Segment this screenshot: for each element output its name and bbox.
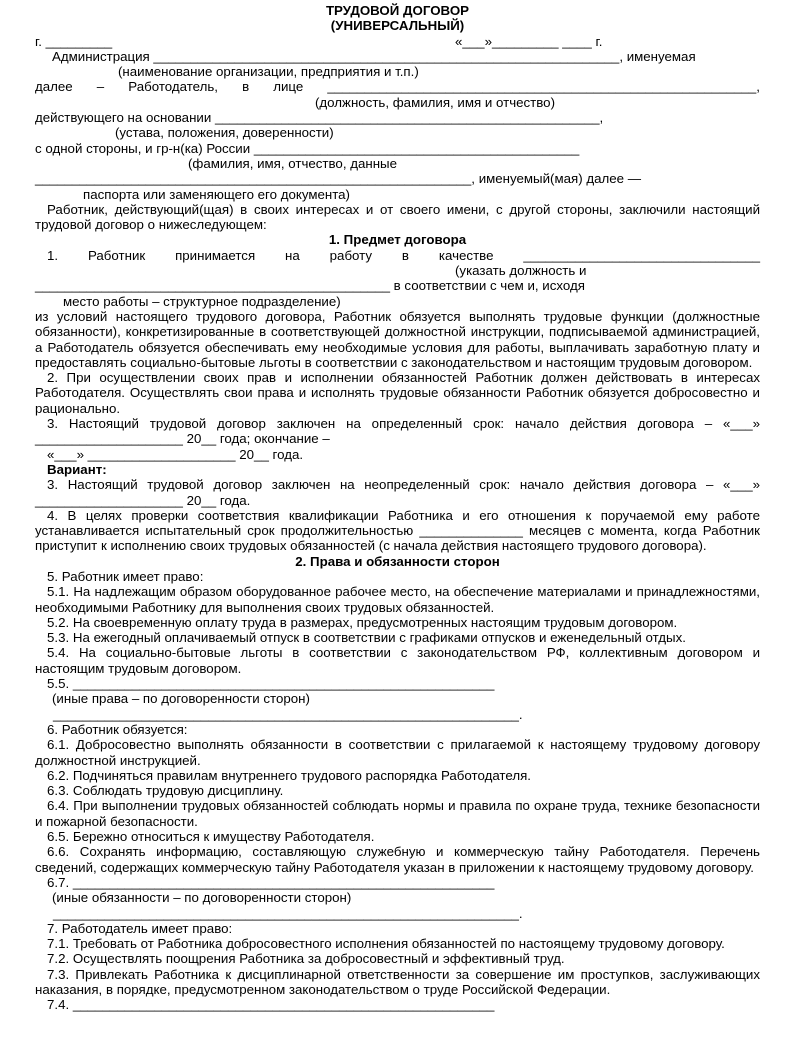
acting-on-basis-line: действующего на основании ____________________________________________________, bbox=[35, 110, 604, 126]
section-2-heading: 2. Права и обязанности сторон bbox=[295, 553, 500, 569]
caption-organization: (наименование организации, предприятия и т.п.) bbox=[118, 64, 419, 80]
date-blank-line: «___»_________ ____ г. bbox=[455, 33, 603, 49]
caption-charter: (устава, положения, доверенности) bbox=[115, 125, 334, 141]
clause-1-continuation-line: ________________________________________________ в соответствии с чем и, исходя bbox=[35, 278, 585, 294]
clause-1-paragraph: из условий настоящего трудового договора, Работник обязуется выполнять трудовые функции (должностные обязанности), конкретизированные в соответствующей должностной инструкции, подписываемой администрацией, а Работодатель обязуется обеспечивать ему необходимые условия для работы, выплачивать заработную плату и предоставлять социально-бытовые льготы в соответствии с законодательством и настоящим трудовым договором. bbox=[35, 308, 760, 370]
clause-6-3-line: 6.3. Соблюдать трудовую дисциплину. bbox=[47, 783, 284, 799]
section-1-heading: 1. Предмет договора bbox=[328, 232, 467, 248]
clause-6-5-line: 6.5. Бережно относиться к имуществу Работодателя. bbox=[47, 829, 375, 845]
clause-5-5-blank-line: 5.5. _________________________________________________________ bbox=[47, 676, 495, 692]
clause-6-4-paragraph: 6.4. При выполнении трудовых обязанностей соблюдать нормы и правила по охране труда, технике безопасности и пожарной безопасности. bbox=[35, 798, 760, 829]
clause-6-1-paragraph: 6.1. Добросовестно выполнять обязанности в соответствии с прилагаемой к настоящему трудовому договору должностной инструкцией. bbox=[35, 737, 760, 768]
caption-fullname-data: (фамилия, имя, отчество, данные bbox=[188, 155, 398, 171]
city-and-date-row bbox=[35, 34, 760, 49]
named-hereinafter-line: ___________________________________________________________, именуемый(мая) далее — bbox=[35, 171, 642, 187]
preamble-paragraph: Работник, действующий(щая) в своих интересах и от своего имени, с другой стороны, заключили настоящий трудовой договор о нижеследующем: bbox=[35, 201, 760, 233]
caption-other-rights: (иные права – по договоренности сторон) bbox=[52, 691, 310, 707]
clause-7-2-line: 7.2. Осуществлять поощрения Работника за добросовестный и эффективный труд. bbox=[47, 951, 565, 967]
clause-7-3-paragraph: 7.3. Привлекать Работника к дисциплинарной ответственности за совершение им проступков, заслуживающих наказания, в порядке, предусмотренном законодательством о труде Российской Федерации. bbox=[35, 966, 760, 997]
clause-5-3-line: 5.3. На ежегодный оплачиваемый отпуск в соответствии с графиками отпусков и еженедельный отдых. bbox=[47, 630, 686, 646]
document-title: ТРУДОВОЙ ДОГОВОР bbox=[325, 3, 470, 18]
employer-representative-line: далее – Работодатель, в лице __________________________________________________________, bbox=[35, 79, 760, 95]
clause-3-variant-paragraph: 3. Настоящий трудовой договор заключен на неопределенный срок: начало действия договора – «___» ____________________ 20__ года. bbox=[35, 477, 760, 508]
organization-name-line: Администрация _______________________________________________________________, именуемая bbox=[52, 48, 696, 64]
clause-1-position-line: 1. Работник принимается на работу в качестве ________________________________ bbox=[47, 247, 760, 263]
caption-other-duties: (иные обязанности – по договоренности сторон) bbox=[52, 890, 352, 906]
clause-5-1-paragraph: 5.1. На надлежащим образом оборудованное рабочее место, на обеспечение материалами и принадлежностями, необходимыми Работнику для выполнения своих трудовых обязанностей. bbox=[35, 584, 760, 615]
blank-line-with-period: _______________________________________________________________. bbox=[53, 706, 523, 722]
clause-4-paragraph: 4. В целях проверки соответствия квалификации Работника и его отношения к поручаемой ему работе устанавливается испытательный срок продолжительностью ______________ месяцев с момента, когда Работник приступит к исполнению своих трудовых обязанностей (с начала действия настоящего трудового договора). bbox=[35, 507, 760, 554]
blank-line-with-period-2: _______________________________________________________________. bbox=[53, 905, 523, 921]
caption-passport: паспорта или заменяющего его документа) bbox=[83, 186, 350, 202]
city-blank-line: г. _________ bbox=[35, 33, 113, 49]
clause-6-2-line: 6.2. Подчиняться правилам внутреннего трудового распорядка Работодателя. bbox=[47, 767, 531, 783]
clause-7-heading: 7. Работодатель имеет право: bbox=[47, 920, 233, 936]
caption-position-fullname: (должность, фамилия, имя и отчество) bbox=[315, 94, 555, 110]
clause-6-6-paragraph: 6.6. Сохранять информацию, составляющую служебную и коммерческую тайну Работодателя. Перечень сведений, содержащих коммерческую тайну Работодателя указан в приложении к настоящему трудовому договору. bbox=[35, 844, 760, 875]
variant-label: Вариант: bbox=[47, 461, 107, 477]
caption-workplace: место работы – структурное подразделение) bbox=[63, 293, 341, 309]
caption-specify-position: (указать должность и bbox=[455, 263, 587, 279]
clause-5-4-paragraph: 5.4. На социально-бытовые льготы в соответствии с законодательством РФ, коллективным договором и настоящим трудовым договором. bbox=[35, 645, 760, 676]
clause-3-paragraph: 3. Настоящий трудовой договор заключен на определенный срок: начало действия договора – «___» ____________________ 20__ года; окончание – bbox=[35, 416, 760, 447]
clause-5-heading: 5. Работник имеет право: bbox=[47, 568, 204, 584]
clause-7-1-line: 7.1. Требовать от Работника добросовестного исполнения обязанностей по настоящему трудовому договору. bbox=[47, 936, 725, 952]
clause-5-2-line: 5.2. На своевременную оплату труда в размерах, предусмотренных настоящим трудовым договором. bbox=[47, 614, 678, 630]
clause-3-end-date-line: «___» ____________________ 20__ года. bbox=[47, 446, 304, 462]
clause-7-4-blank-line: 7.4. _________________________________________________________ bbox=[47, 997, 495, 1013]
clause-6-7-blank-line: 6.7. _________________________________________________________ bbox=[47, 874, 495, 890]
document-subtitle: (УНИВЕРСАЛЬНЫЙ) bbox=[330, 18, 465, 34]
clause-6-heading: 6. Работник обязуется: bbox=[47, 721, 188, 737]
citizen-line: с одной стороны, и гр-н(ка) России ____________________________________________ bbox=[35, 140, 580, 156]
clause-2-paragraph: 2. При осуществлении своих прав и исполнении обязанностей Работник должен действовать в интересах Работодателя. Осуществлять свои права и исполнять трудовые обязанности Работник обязуется добросовестно и рационально. bbox=[35, 370, 760, 416]
